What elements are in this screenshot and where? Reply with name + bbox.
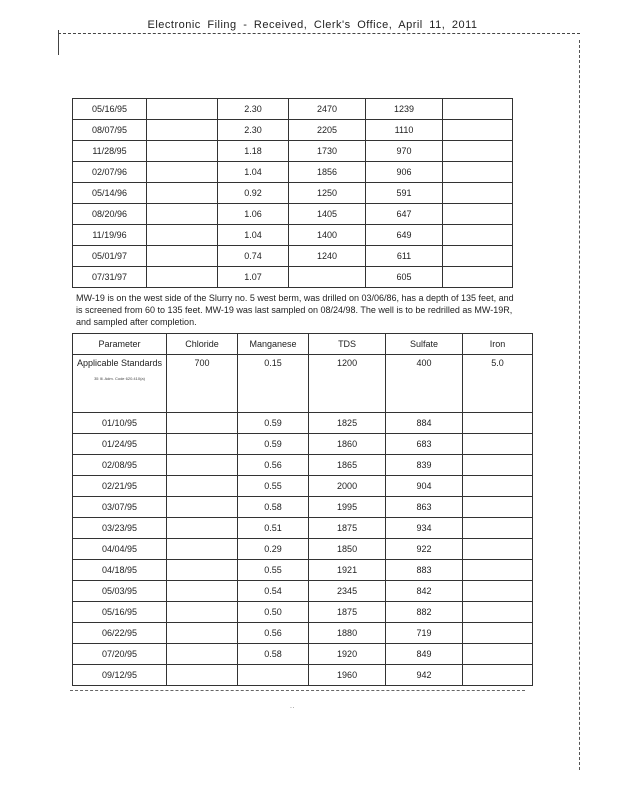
table-cell [463,644,533,665]
table-cell: 591 [366,183,443,204]
table-cell [167,560,238,581]
table-cell: 1110 [366,120,443,141]
table-row [73,602,533,623]
table-cell: 649 [366,225,443,246]
table-cell: 0.54 [238,581,309,602]
table-cell: 1865 [309,455,386,476]
table-cell: 1239 [366,99,443,120]
table-cell [167,413,238,434]
well-description-note: MW-19 is on the west side of the Slurry no. 5 west berm, was drilled on 03/06/86, has a depth of 135 feet, and is screened from 60 to 135 feet. MW-19 was last sampled on 08/24/98. The well is to be redrilled as MW-19R, and sampled after completion. [76,293,514,327]
table-cell [463,581,533,602]
table-cell: 04/18/95 [73,560,167,581]
table-cell [289,267,366,288]
table-cell [238,665,309,686]
table-cell: 683 [386,434,463,455]
table-cell [147,99,218,120]
table-cell [443,183,513,204]
table-cell: 839 [386,455,463,476]
table-cell [443,162,513,183]
table-cell: 1.04 [218,225,289,246]
table-cell: 2470 [289,99,366,120]
table-cell: 719 [386,623,463,644]
table-cell: 0.74 [218,246,289,267]
table-cell: 883 [386,560,463,581]
table-cell [147,225,218,246]
table-cell: 05/03/95 [73,581,167,602]
page-frame-left [58,30,59,55]
table-cell [463,665,533,686]
mw19-results-table [72,333,533,686]
table-cell [463,518,533,539]
table-cell: 0.50 [238,602,309,623]
table-cell [463,455,533,476]
table-cell [147,267,218,288]
table-cell [443,225,513,246]
table-cell: 07/20/95 [73,644,167,665]
table-row [73,204,513,225]
table-row [73,120,513,141]
table-row [73,413,533,434]
table-cell [463,560,533,581]
table-cell [167,665,238,686]
table-cell [167,602,238,623]
table-cell: 11/28/95 [73,141,147,162]
page-frame-right [579,40,580,770]
table-cell [167,455,238,476]
table-cell: 647 [366,204,443,225]
table-cell: 942 [386,665,463,686]
table-row [73,581,533,602]
table-cell: 1.07 [218,267,289,288]
table-cell: 842 [386,581,463,602]
standards-label-cell [73,355,167,413]
table-row [73,644,533,665]
table-cell: 1.04 [218,162,289,183]
table-cell: 04/04/95 [73,539,167,560]
table-cell: 05/01/97 [73,246,147,267]
table-cell: 970 [366,141,443,162]
table-cell: 02/07/96 [73,162,147,183]
table-cell [167,497,238,518]
table-cell [147,120,218,141]
table-cell [463,413,533,434]
table-cell: 849 [386,644,463,665]
table-cell: 11/19/96 [73,225,147,246]
table-cell: 884 [386,413,463,434]
table-cell: 1960 [309,665,386,686]
standard-chloride: 700 [167,355,238,413]
table-cell: 0.29 [238,539,309,560]
table-cell [443,246,513,267]
table-cell: 08/20/96 [73,204,147,225]
header-sulfate: Sulfate [386,334,463,355]
table-cell: 904 [386,476,463,497]
monitoring-table-continued [72,98,513,288]
table-cell: 1875 [309,518,386,539]
table-cell: 605 [366,267,443,288]
table-cell: 0.58 [238,644,309,665]
table-cell: 05/14/96 [73,183,147,204]
table-header-row [73,334,533,355]
table-cell [463,602,533,623]
table-cell [463,623,533,644]
table-cell: 03/07/95 [73,497,167,518]
table-row [73,141,513,162]
table-cell: 2205 [289,120,366,141]
table-cell [167,434,238,455]
applicable-standards-row [73,355,533,413]
table-cell: 2.30 [218,99,289,120]
standard-sulfate: 400 [386,355,463,413]
table-cell: 2.30 [218,120,289,141]
table-cell: 1850 [309,539,386,560]
table-cell: 1730 [289,141,366,162]
table-cell [147,162,218,183]
standards-citation: 35 Ill. Adm. Code 620.410(a) [94,376,145,381]
table-cell: 0.55 [238,476,309,497]
table-cell: 05/16/95 [73,602,167,623]
table-cell: 07/31/97 [73,267,147,288]
table-row [73,476,533,497]
table-row [73,246,513,267]
table-cell: 03/23/95 [73,518,167,539]
header-iron: Iron [463,334,533,355]
table-cell [443,204,513,225]
table-cell: 1856 [289,162,366,183]
table-cell [443,141,513,162]
table-cell [463,434,533,455]
table-cell: 0.92 [218,183,289,204]
table-cell [147,204,218,225]
header-tds: TDS [309,334,386,355]
table-cell: 922 [386,539,463,560]
standards-label: Applicable Standards [77,358,163,368]
standard-iron: 5.0 [463,355,533,413]
table-cell: 1995 [309,497,386,518]
table-cell: 1.18 [218,141,289,162]
table-row [73,267,513,288]
table-cell: 2345 [309,581,386,602]
table-cell: 611 [366,246,443,267]
table-cell: 0.51 [238,518,309,539]
table-cell: 1240 [289,246,366,267]
table-cell [167,623,238,644]
scan-speck: ˙˙ [290,706,296,715]
table-cell [147,183,218,204]
table-cell: 934 [386,518,463,539]
table-row [73,225,513,246]
table-cell [167,581,238,602]
table-cell: 06/22/95 [73,623,167,644]
table-row [73,665,533,686]
table-cell: 1400 [289,225,366,246]
table-cell [167,518,238,539]
table-cell [463,476,533,497]
table-cell: 0.56 [238,455,309,476]
table-cell: 882 [386,602,463,623]
table-cell [167,644,238,665]
table-cell [463,539,533,560]
page-frame-bottom [70,690,525,691]
table-row [73,539,533,560]
table-cell [443,99,513,120]
table-cell: 2000 [309,476,386,497]
table-row [73,497,533,518]
table-row [73,560,533,581]
table-row [73,623,533,644]
table-cell: 01/24/95 [73,434,167,455]
header-manganese: Manganese [238,334,309,355]
table-cell: 02/21/95 [73,476,167,497]
table-cell [167,476,238,497]
table-row [73,99,513,120]
table-cell: 0.59 [238,413,309,434]
page-frame-top [58,33,580,34]
standard-tds: 1200 [309,355,386,413]
table-row [73,434,533,455]
table-cell: 0.59 [238,434,309,455]
table-cell: 1880 [309,623,386,644]
table-row [73,455,533,476]
table-cell: 0.58 [238,497,309,518]
table-cell: 1250 [289,183,366,204]
table-cell: 1825 [309,413,386,434]
table-cell: 1.06 [218,204,289,225]
table-cell: 08/07/95 [73,120,147,141]
table-row [73,183,513,204]
header-chloride: Chloride [167,334,238,355]
table-cell: 02/08/95 [73,455,167,476]
table-cell: 906 [366,162,443,183]
table-row [73,518,533,539]
table-cell: 1920 [309,644,386,665]
table-cell: 1860 [309,434,386,455]
table-cell [167,539,238,560]
table-cell: 01/10/95 [73,413,167,434]
table-cell [147,246,218,267]
table-cell [463,497,533,518]
table-cell: 09/12/95 [73,665,167,686]
table-cell: 863 [386,497,463,518]
table-cell: 0.56 [238,623,309,644]
table-cell [147,141,218,162]
table-cell: 0.55 [238,560,309,581]
table-cell [443,120,513,141]
table-cell: 1921 [309,560,386,581]
table-cell: 1405 [289,204,366,225]
table-cell: 05/16/95 [73,99,147,120]
table-cell: 1875 [309,602,386,623]
header-parameter: Parameter [73,334,167,355]
filing-stamp-header: Electronic Filing - Received, Clerk's Office, April 11, 2011 [147,19,478,31]
table-cell [443,267,513,288]
standard-manganese: 0.15 [238,355,309,413]
table-row [73,162,513,183]
